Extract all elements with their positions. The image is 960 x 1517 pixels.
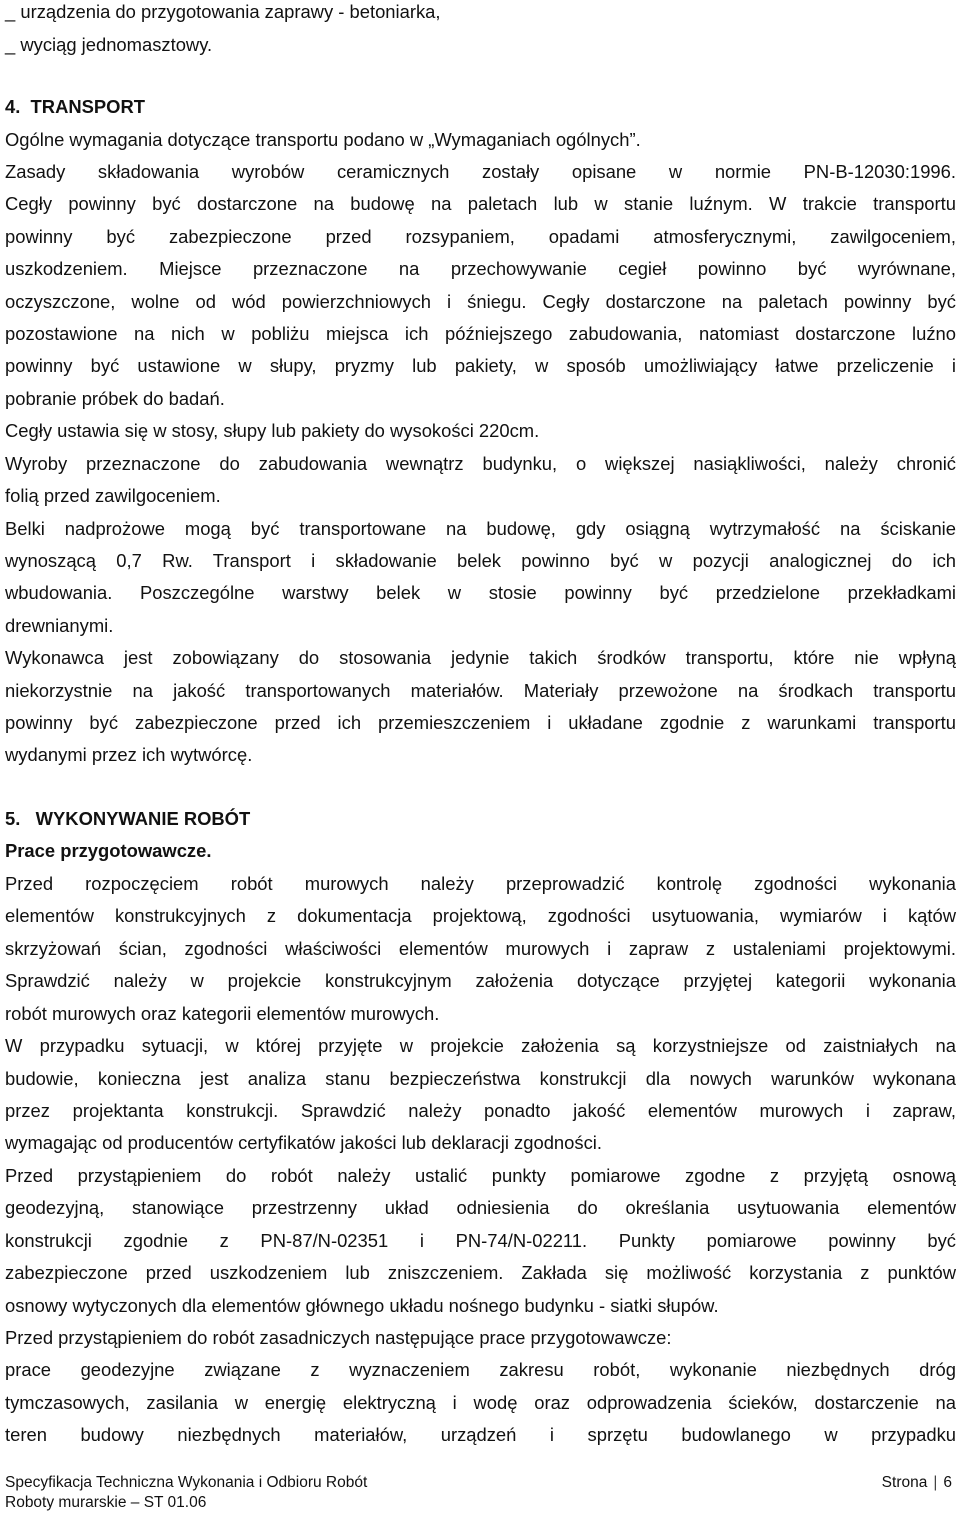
- paragraph-line: powinny być zabezpieczone przed rozsypaniem, opadami atmosferycznymi, zawilgoceniem,: [5, 226, 956, 247]
- paragraph-line: robót murowych oraz kategorii elementów murowych.: [5, 1003, 440, 1024]
- page-number: 6: [943, 1474, 952, 1491]
- paragraph-line: wynoszącą 0,7 Rw. Transport i składowanie belek powinno być w pozycji analogicznej do ich: [5, 550, 956, 571]
- section-heading-wykonywanie-robot: 5. WYKONYWANIE ROBÓT: [5, 808, 251, 829]
- paragraph-line: pobranie próbek do badań.: [5, 388, 225, 409]
- paragraph-line: geodezyjną, stanowiące przestrzenny układ odniesienia do określania usytuowania elementów: [5, 1197, 956, 1218]
- separator: |: [933, 1474, 938, 1491]
- paragraph-line: uszkodzeniem. Miejsce przeznaczone na przechowywanie cegieł powinno być wyrównane,: [5, 258, 956, 279]
- paragraph-line: Zasady składowania wyrobów ceramicznych zostały opisane w normie PN-B-12030:1996.: [5, 161, 956, 182]
- paragraph-line: zabezpieczone przed uszkodzeniem lub zniszczeniem. Zakłada się możliwość korzystania z punktów: [5, 1262, 956, 1283]
- subsection-heading: Prace przygotowawcze.: [5, 840, 212, 861]
- page-label: Strona: [881, 1474, 928, 1491]
- paragraph-line: Sprawdzić należy w projekcie konstrukcyjnym założenia dotyczące przyjętej kategorii wykonania: [5, 970, 956, 991]
- section-heading-transport: 4. TRANSPORT: [5, 96, 145, 117]
- paragraph-line: wydanymi przez ich wytwórcę.: [5, 744, 253, 765]
- paragraph-line: budowie, konieczna jest analiza stanu bezpieczeństwa konstrukcji dla nowych warunków wykonana: [5, 1068, 956, 1089]
- paragraph-line: Cegły ustawia się w stosy, słupy lub pakiety do wysokości 220cm.: [5, 420, 540, 441]
- list-item: _ urządzenia do przygotowania zaprawy - betoniarka,: [5, 1, 441, 22]
- paragraph-line: osnowy wytyczonych dla elementów głównego układu nośnego budynku - siatki słupów.: [5, 1295, 719, 1316]
- paragraph-line: tymczasowych, zasilania w energię elektryczną i wodę oraz odprowadzenia ścieków, dostarczenie na: [5, 1392, 956, 1413]
- paragraph-line: konstrukcji zgodnie z PN-87/N-02351 i PN-74/N-02211. Punkty pomiarowe powinny być: [5, 1230, 956, 1251]
- paragraph-line: Cegły powinny być dostarczone na budowę na paletach lub w stanie luźnym. W trakcie transportu: [5, 193, 956, 214]
- paragraph-line: Belki nadprożowe mogą być transportowane na budowę, gdy osiągną wytrzymałość na ściskanie: [5, 518, 956, 539]
- footer-subtitle: Roboty murarskie – ST 01.06: [5, 1494, 207, 1511]
- paragraph-line: Wyroby przeznaczone do zabudowania wewnątrz budynku, o większej nasiąkliwości, należy chronić: [5, 453, 956, 474]
- paragraph-line: Przed przystąpieniem do robót zasadniczych następujące prace przygotowawcze:: [5, 1327, 672, 1348]
- paragraph-line: pozostawione na nich w pobliżu miejsca ich późniejszego zabudowania, natomiast dostarczone luźno: [5, 323, 956, 344]
- page-number-block: [882, 1473, 952, 1493]
- paragraph-line: powinny być ustawione w słupy, pryzmy lub pakiety, w sposób umożliwiający łatwe przeliczenie i: [5, 355, 956, 376]
- footer-title: Specyfikacja Techniczna Wykonania i Odbioru Robót: [5, 1474, 368, 1491]
- paragraph-line: niekorzystnie na jakość transportowanych materiałów. Materiały przewożone na środkach transportu: [5, 680, 956, 701]
- paragraph-line: Przed przystąpieniem do robót należy ustalić punkty pomiarowe zgodne z przyjętą osnową: [5, 1165, 956, 1186]
- paragraph-line: teren budowy niezbędnych materiałów, urządzeń i sprzętu budowlanego w przypadku: [5, 1424, 956, 1445]
- paragraph-line: powinny być zabezpieczone przed ich przemieszczeniem i układane zgodnie z warunkami transportu: [5, 712, 956, 733]
- paragraph-line: skrzyżowań ścian, zgodności właściwości elementów murowych i zapraw z ustaleniami projektowymi.: [5, 938, 956, 959]
- paragraph-line: elementów konstrukcyjnych z dokumentacja projektową, zgodności usytuowania, wymiarów i kątów: [5, 905, 956, 926]
- paragraph-line: oczyszczone, wolne od wód powierzchniowych i śniegu. Cegły dostarczone na paletach powinny być: [5, 291, 956, 312]
- paragraph-line: drewnianymi.: [5, 615, 114, 636]
- paragraph-line: folią przed zawilgoceniem.: [5, 485, 221, 506]
- paragraph-line: Przed rozpoczęciem robót murowych należy przeprowadzić kontrolę zgodności wykonania: [5, 873, 956, 894]
- paragraph-line: wymagając od producentów certyfikatów jakości lub deklaracji zgodności.: [5, 1132, 602, 1153]
- list-item: _ wyciąg jednomasztowy.: [5, 34, 213, 55]
- paragraph-line: wbudowania. Poszczególne warstwy belek w stosie powinny być przedzielone przekładkami: [5, 582, 956, 603]
- paragraph-line: prace geodezyjne związane z wyznaczeniem zakresu robót, wykonanie niezbędnych dróg: [5, 1359, 956, 1380]
- paragraph-line: Ogólne wymagania dotyczące transportu podano w „Wymaganiach ogólnych”.: [5, 129, 641, 150]
- paragraph-line: Wykonawca jest zobowiązany do stosowania jedynie takich środków transportu, które nie wpłyną: [5, 647, 956, 668]
- page-footer: [5, 1473, 952, 1513]
- paragraph-line: W przypadku sytuacji, w której przyjęte w projekcie założenia są korzystniejsze od zaistniałych na: [5, 1035, 956, 1056]
- paragraph-line: przez projektanta konstrukcji. Sprawdzić należy ponadto jakość elementów murowych i zapraw,: [5, 1100, 956, 1121]
